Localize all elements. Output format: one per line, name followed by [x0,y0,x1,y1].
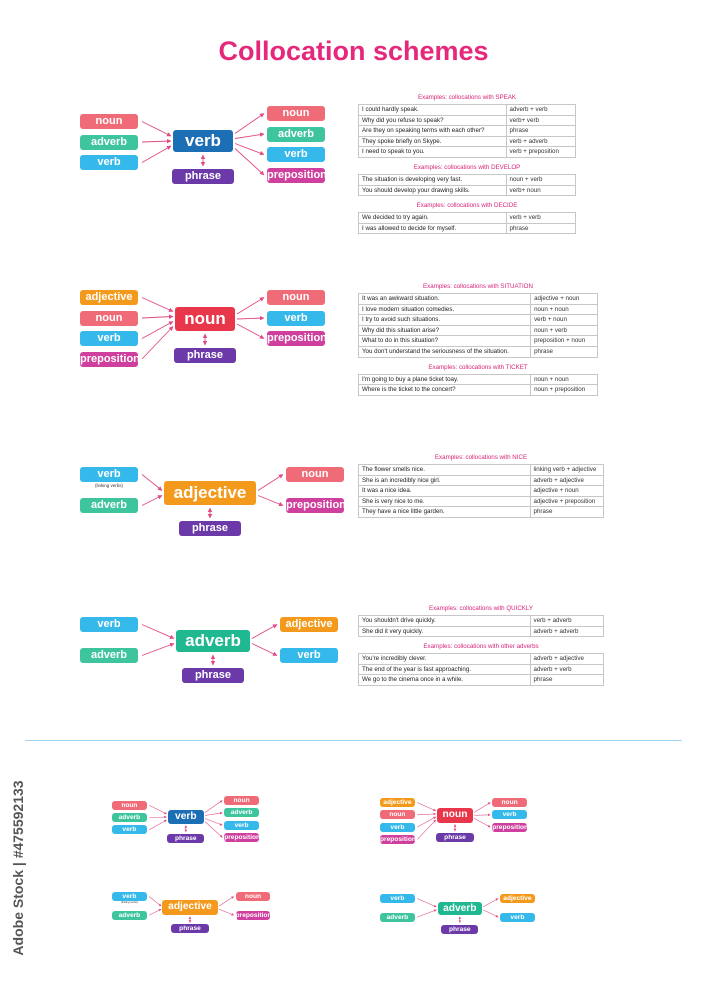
verb-left-adverb-box: adverb [80,135,138,150]
adjective-center-box: adjective [162,900,217,914]
adjective-center-box: adjective [164,481,256,505]
example-sentence: I need to speak to you. [359,147,507,158]
example-collocation-type: verb + noun [531,315,598,326]
example-row [359,664,604,675]
example-row [359,174,576,185]
arrow [258,475,283,491]
example-collocation-type: adverb + verb [506,105,575,116]
arrow [142,625,174,639]
example-collocation-type: phrase [530,675,604,686]
adjective-left-verb-box: verb [80,467,138,482]
examples-develop-title: Examples: collocations with DEVELOP [413,163,521,171]
arrow [219,897,234,907]
arrow [474,818,490,827]
verb-right-adverb-box: adverb [267,127,325,142]
example-row [359,304,598,315]
examples-nice-title: Examples: collocations with NICE [434,454,528,461]
arrow [205,813,222,816]
example-row [359,325,598,336]
arrow [142,496,162,506]
examples-nice-table [358,464,604,518]
verb-right-preposition-box: preposition [224,833,261,841]
arrow [417,803,436,811]
verb-left-verb-box: verb [80,155,138,170]
verb-right-verb-box: verb [224,821,259,830]
example-row [359,223,576,234]
noun-right-preposition-box: preposition [492,823,529,831]
example-collocation-type: verb + adverb [506,136,575,147]
examples-ticket-title: Examples: collocations with TICKET [428,363,528,371]
examples-decide-title: Examples: collocations with DECIDE [416,202,518,210]
example-sentence: The end of the year is fast approaching. [359,664,531,675]
arrow [149,909,161,915]
example-sentence: You're incredibly clever. [359,654,531,665]
example-collocation-type: phrase [506,126,575,137]
adjective-right-noun-box: noun [286,467,344,482]
adverb-right-verb-box: verb [280,648,338,663]
verb-right-preposition-box: preposition [267,168,327,181]
example-collocation-type: noun + noun [531,304,598,315]
verb-left-noun-box: noun [112,801,147,810]
verb-center-box: verb [173,130,233,152]
example-collocation-type: preposition + noun [531,336,598,347]
example-collocation-type: noun + verb [531,325,598,336]
example-row [359,136,576,147]
adverb-right-verb-box: verb [500,913,535,922]
example-collocation-type: phrase [531,346,598,357]
example-row [359,126,576,137]
examples-other-adverbs-table [358,653,604,686]
watermark-text: Adobe Stock | #475592133 [10,780,26,956]
example-row [359,346,598,357]
arrow [258,496,283,506]
example-sentence: They have a nice little garden. [359,507,531,518]
adverb-left-verb-box: verb [80,617,138,632]
adverb-right-adjective-box: adjective [500,894,535,903]
examples-decide-table [358,212,576,234]
example-collocation-type: verb + adverb [530,616,604,627]
arrow [474,803,490,813]
example-collocation-type: noun + preposition [531,385,598,396]
verb-phrase-box: phrase [167,834,204,843]
arrow [142,475,162,491]
example-collocation-type: verb+ noun [506,185,575,196]
example-collocation-type: linking verb + adjective [530,465,604,476]
arrow [417,817,436,827]
example-sentence: You shouldn't drive quickly. [359,616,531,627]
arrow [149,820,166,830]
adjective-right-preposition-box: preposition [235,911,272,919]
example-collocation-type: adverb + adjective [530,475,604,486]
example-sentence: It was an awkward situation. [359,294,531,305]
verb-left-adverb-box: adverb [112,813,147,822]
examples-situation-table [358,293,598,358]
example-collocation-type: verb+ verb [506,115,575,126]
example-row [359,486,604,497]
arrow [483,899,498,907]
example-sentence: You don't understand the seriousness of the situation. [359,346,531,357]
noun-right-preposition-box: preposition [267,332,327,344]
adjective-left-adverb-box: adverb [80,498,138,513]
noun-left-adjective-box: adjective [380,798,415,807]
page-title: Collocation schemes [218,36,489,66]
example-collocation-type: noun + noun [531,374,598,385]
examples-develop-table [358,174,576,196]
arrow [219,909,234,915]
adverb-center-box: adverb [176,630,250,652]
arrow [142,322,173,339]
arrow [474,815,490,816]
example-sentence: Why did this situation arise? [359,325,531,336]
example-row [359,385,598,396]
arrow [142,644,174,656]
verb-left-noun-box: noun [80,114,138,129]
example-sentence: You should develop your drawing skills. [359,185,507,196]
arrow [142,122,171,137]
adjective-right-preposition-box: preposition [286,499,346,511]
example-row [359,374,598,385]
arrow [417,814,436,815]
example-sentence: What to do in this situation? [359,336,531,347]
example-collocation-type: adjective + preposition [530,496,604,507]
examples-other-adverbs-title: Examples: collocations with other adverbs [423,643,539,651]
adverb-left-adverb-box: adverb [80,648,138,663]
example-sentence: Where is the ticket to the concert? [359,385,531,396]
arrow [417,910,436,917]
example-sentence: I could hardly speak. [359,105,507,116]
example-sentence: They spoke briefly on Skype. [359,136,507,147]
example-sentence: The situation is developing very fast. [359,174,507,185]
example-row [359,626,604,637]
example-sentence: Why did you refuse to speak? [359,115,507,126]
examples-adjective [358,454,604,518]
arrow [483,910,498,917]
example-row [359,315,598,326]
examples-quickly-title: Examples: collocations with QUICKLY [428,605,534,612]
adverb-left-adverb-box: adverb [380,913,415,922]
noun-phrase-box: phrase [174,348,236,363]
noun-right-verb-box: verb [267,311,325,326]
examples-situation-title: Examples: collocations with SITUATION [423,283,533,290]
example-collocation-type: adjective + noun [531,294,598,305]
example-row [359,185,576,196]
example-row [359,675,604,686]
example-row [359,475,604,486]
example-row [359,147,576,158]
adjective-left-adverb-box: adverb [112,911,147,920]
verb-phrase-box: phrase [172,169,234,184]
verb-right-noun-box: noun [267,106,325,121]
arrow [252,644,277,656]
example-sentence: We go to the cinema once in a while. [359,675,531,686]
noun-left-noun-box: noun [380,810,415,819]
arrow [142,327,173,360]
example-sentence: She is very nice to me. [359,496,531,507]
adverb-center-box: adverb [438,902,482,915]
example-sentence: I try to avoid such situations. [359,315,531,326]
example-sentence: We decided to try again. [359,213,507,224]
arrow [149,817,166,818]
example-row [359,496,604,507]
adjective-phrase-box: phrase [179,521,241,536]
example-collocation-type: verb + verb [506,213,575,224]
adjective-linking-verbs-note: (linking verbs) [94,482,123,488]
example-collocation-type: adverb + adverb [530,626,604,637]
examples-speak-title: Examples: collocations with SPEAK [417,94,516,101]
example-collocation-type: phrase [506,223,575,234]
example-collocation-type: adjective + noun [530,486,604,497]
noun-phrase-box: phrase [436,833,473,842]
arrow [149,805,166,814]
adjective-left-verb-box: verb [112,892,147,901]
arrow [235,134,264,139]
arrow [237,298,264,315]
verb-right-adverb-box: adverb [224,808,259,817]
verb-center-box: verb [168,810,204,823]
example-row [359,105,576,116]
arrow [142,298,173,312]
noun-left-verb-box: verb [80,331,138,346]
example-collocation-type: verb + preposition [506,147,575,158]
example-collocation-type: noun + verb [506,174,575,185]
examples-ticket-table [358,374,598,396]
section-divider [25,740,682,741]
noun-left-preposition-box: preposition [80,352,140,365]
adverb-left-verb-box: verb [380,894,415,903]
example-row [359,465,604,476]
examples-speak-table [358,104,576,158]
example-sentence: She did it very quickly. [359,626,531,637]
example-sentence: It was a nice idea. [359,486,531,497]
example-row [359,507,604,518]
adverb-right-adjective-box: adjective [280,617,338,632]
adjective-right-noun-box: noun [236,892,271,901]
example-row [359,616,604,627]
adverb-phrase-box: phrase [441,925,478,934]
example-sentence: The flower smells nice. [359,465,531,476]
noun-left-noun-box: noun [80,311,138,326]
example-sentence: I love modern situation comedies. [359,304,531,315]
examples-adverb [358,605,604,686]
adjective-linking-verbs-note: (linking verbs) [121,901,138,905]
arrow [142,146,171,163]
noun-center-box: noun [175,307,235,331]
noun-center-box: noun [437,808,473,822]
verb-right-noun-box: noun [224,796,259,805]
example-collocation-type: adverb + verb [530,664,604,675]
examples-quickly-table [358,615,604,637]
example-sentence: I'm going to buy a plane ticket toay. [359,374,531,385]
example-row [359,213,576,224]
example-row [359,336,598,347]
arrow [235,114,264,134]
examples-noun [358,283,598,396]
noun-right-noun-box: noun [492,798,527,807]
arrow [417,820,436,840]
example-row [359,654,604,665]
verb-left-verb-box: verb [112,825,147,834]
example-sentence: She is an incredibly nice girl. [359,475,531,486]
example-row [359,115,576,126]
noun-left-preposition-box: preposition [380,835,416,843]
example-sentence: I was allowed to decide for myself. [359,223,507,234]
arrow [142,141,171,142]
arrow [205,801,222,813]
arrow [149,897,161,907]
arrow [142,317,173,319]
noun-left-adjective-box: adjective [80,290,138,305]
example-sentence: Are they on speaking terms with each other? [359,126,507,137]
example-row [359,294,598,305]
example-collocation-type: adverb + adjective [530,654,604,665]
adverb-phrase-box: phrase [182,668,244,683]
noun-right-verb-box: verb [492,810,527,819]
adjective-phrase-box: phrase [171,924,208,933]
noun-right-noun-box: noun [267,290,325,305]
example-collocation-type: phrase [530,507,604,518]
verb-right-verb-box: verb [267,147,325,162]
arrow [252,625,277,639]
arrow [237,324,264,339]
examples-verb [358,94,576,234]
arrow [237,318,264,319]
noun-left-verb-box: verb [380,823,415,832]
arrow [417,899,436,907]
